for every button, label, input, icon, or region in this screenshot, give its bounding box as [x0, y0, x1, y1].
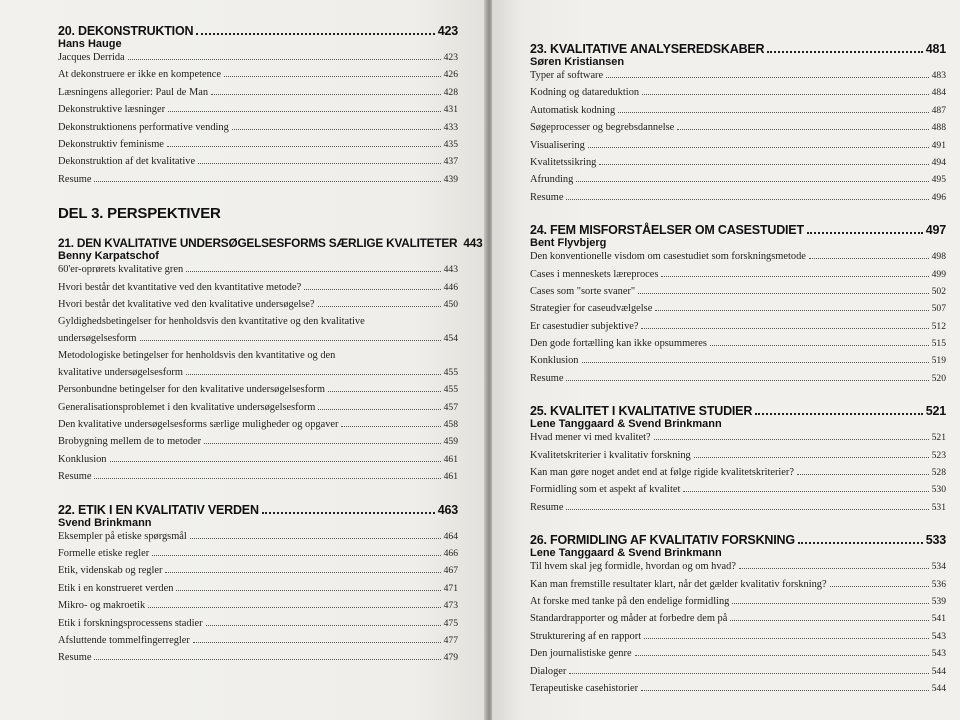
toc-entry	[58, 419, 458, 436]
toc-entry	[530, 157, 946, 174]
part-heading: DEL 3. PERSPEKTIVER	[58, 205, 221, 223]
entry-title: Resume	[530, 501, 564, 513]
entry-page: 461	[443, 453, 458, 465]
dot-leader	[566, 380, 928, 381]
chapter-title: 22. ETIK I EN KVALITATIV VERDEN	[58, 502, 259, 517]
entry-title: Etik i forskningsprocessens stadier	[58, 617, 203, 629]
toc-entry	[58, 104, 458, 121]
toc-entry	[58, 565, 458, 582]
dot-leader	[211, 94, 441, 95]
toc-entry	[530, 373, 946, 390]
toc-entry	[530, 122, 946, 139]
entry-page: 458	[443, 419, 458, 431]
dot-leader	[618, 112, 928, 113]
chapter-23	[530, 42, 946, 209]
entry-page: 439	[443, 173, 458, 185]
entry-page: 536	[931, 578, 946, 590]
dot-leader	[168, 111, 441, 112]
entry-page: 426	[443, 69, 458, 81]
entry-page: 498	[931, 251, 946, 263]
dot-leader	[186, 374, 441, 375]
dot-leader	[767, 51, 922, 53]
entry-title: Kodning og datareduktion	[530, 87, 640, 99]
entry-title: Den konventionelle visdom om casestudiet som forskningsmetode	[530, 251, 806, 263]
entry-page: 479	[443, 652, 458, 664]
dot-leader	[318, 306, 441, 307]
dot-leader	[140, 340, 441, 341]
toc-entry	[530, 269, 946, 286]
dot-leader	[730, 620, 928, 621]
entry-title: Etik, videnskab og regler	[58, 565, 163, 577]
entry-page: 488	[931, 122, 946, 134]
dot-leader	[206, 625, 441, 626]
dot-leader	[198, 163, 441, 164]
dot-leader	[193, 642, 441, 643]
entry-title: Jacques Derrida	[58, 52, 125, 63]
entry-title: Eksempler på etiske spørgsmål	[58, 530, 187, 542]
entry-title: Generalisationsproblemet i den kvalitative undersøgelsesform	[58, 401, 316, 413]
toc-entry	[530, 432, 946, 449]
toc-entry	[58, 122, 458, 139]
dot-leader	[566, 199, 928, 200]
right-page	[492, 0, 960, 720]
chapter-heading	[58, 503, 458, 517]
toc-entry	[58, 264, 458, 281]
entry-page: 475	[443, 617, 458, 629]
entry-page: 446	[443, 281, 458, 293]
entry-title: Dekonstruktionens performative vending	[58, 121, 229, 133]
toc-entry	[58, 384, 458, 401]
entry-page: 459	[443, 436, 458, 448]
toc-entry	[530, 450, 946, 467]
dot-leader	[566, 509, 928, 510]
entry-row	[58, 367, 458, 384]
entry-page: 454	[443, 333, 458, 345]
dot-leader	[710, 345, 929, 346]
dot-leader	[677, 129, 928, 130]
dot-leader	[644, 638, 929, 639]
toc-entry	[58, 402, 458, 419]
entry-title: Strukturering af en rapport	[530, 630, 642, 642]
dot-leader	[328, 391, 441, 392]
entry-title: Terapeutiske casehistorier	[530, 682, 639, 694]
dot-leader	[232, 129, 441, 130]
chapter-20	[58, 24, 458, 191]
dot-leader	[148, 607, 440, 608]
toc-entry	[530, 631, 946, 648]
dot-leader	[606, 77, 928, 78]
toc-entry	[530, 683, 946, 700]
entry-page: 494	[931, 156, 946, 168]
toc-entry	[58, 174, 458, 191]
chapter-22	[58, 503, 458, 670]
chapter-25	[530, 404, 946, 519]
entry-title: Afsluttende tommelfingerregler	[58, 634, 190, 646]
toc-entry	[530, 105, 946, 122]
chapter-title: 21. DEN KVALITATIVE UNDERSØGELSESFORMS SÆRLIGE KVALITETER	[58, 236, 458, 251]
entry-page: 541	[931, 613, 946, 625]
entry-title: Formelle etiske regler	[58, 548, 150, 560]
entry-page: 457	[443, 401, 458, 413]
entry-title-line-2: undersøgelsesform	[58, 333, 137, 345]
toc-entry	[58, 531, 458, 548]
dot-leader	[755, 413, 923, 415]
entry-page: 543	[931, 648, 946, 660]
entry-page: 519	[931, 355, 946, 367]
entry-title: Er casestudier subjektive?	[530, 320, 639, 332]
entry-title: Kvalitetskriterier i kvalitativ forskning	[530, 449, 691, 461]
entry-page: 530	[931, 484, 946, 496]
dot-leader	[654, 439, 929, 440]
toc-entry	[530, 579, 946, 596]
toc-entry	[530, 338, 946, 355]
entry-page: 512	[931, 320, 946, 332]
chapter-page: 481	[925, 42, 946, 56]
toc-entry	[58, 52, 458, 69]
toc-entry	[58, 635, 458, 652]
entry-page: 534	[931, 561, 946, 573]
entry-page: 528	[931, 467, 946, 479]
entry-page: 455	[443, 384, 458, 396]
dot-leader	[807, 232, 923, 234]
toc-entry	[58, 618, 458, 635]
entry-title: Resume	[530, 191, 564, 203]
dot-leader	[341, 426, 440, 427]
entry-page: 544	[931, 665, 946, 677]
entry-page: 464	[443, 530, 458, 542]
dot-leader	[94, 181, 440, 182]
dot-leader	[152, 555, 440, 556]
entry-title: Typer af software	[530, 70, 604, 81]
entry-title: Mikro- og makroetik	[58, 600, 146, 612]
dot-leader	[110, 461, 441, 462]
entry-page: 531	[931, 501, 946, 513]
entry-title: Konklusion	[530, 355, 579, 367]
entry-page: 437	[443, 156, 458, 168]
entry-title: Hvori består det kvalitative ved den kvalitative undersøgelse?	[58, 298, 315, 310]
entry-title: Strategier for caseudvælgelse	[530, 303, 653, 315]
toc-entry	[530, 251, 946, 268]
toc-entry	[58, 600, 458, 617]
dot-leader	[304, 289, 440, 290]
entry-title: Standardrapporter og måder at forbedre dem på	[530, 613, 728, 625]
entry-page: 484	[931, 87, 946, 99]
toc-entry	[58, 454, 458, 471]
entry-page: 521	[931, 432, 946, 444]
entry-page: 495	[931, 174, 946, 186]
dot-leader	[641, 690, 929, 691]
entry-page: 515	[931, 338, 946, 350]
toc-entry	[530, 648, 946, 665]
entry-title: Dekonstruktive læsninger	[58, 104, 166, 116]
toc-entry-multiline	[58, 316, 458, 350]
dot-leader	[732, 603, 928, 604]
toc-entry	[58, 69, 458, 86]
entry-page: 428	[443, 86, 458, 98]
dot-leader	[262, 512, 435, 514]
entry-title: Resume	[58, 173, 92, 185]
entry-row	[58, 333, 458, 350]
entry-page: 520	[931, 372, 946, 384]
chapter-author: Bent Flyvbjerg	[530, 237, 607, 250]
chapter-title: 24. FEM MISFORSTÅELSER OM CASESTUDIET	[530, 223, 804, 238]
dot-leader	[599, 164, 928, 165]
entry-title: Dekonstruktion af det kvalitative	[58, 156, 196, 168]
entry-title: Formidling som et aspekt af kvalitet	[530, 484, 681, 496]
toc-entry	[530, 303, 946, 320]
toc-entry	[530, 140, 946, 157]
dot-leader	[576, 181, 928, 182]
toc-entry	[58, 87, 458, 104]
dot-leader	[190, 538, 441, 539]
entry-title: Resume	[530, 372, 564, 384]
dot-leader	[224, 76, 441, 77]
right-toc-column	[530, 42, 946, 714]
chapter-title: 25. KVALITET I KVALITATIVE STUDIER	[530, 404, 753, 419]
entry-title: Dialoger	[530, 665, 567, 677]
entry-page: 507	[931, 303, 946, 315]
entry-title: Automatisk kodning	[530, 104, 616, 116]
entry-page: 496	[931, 191, 946, 203]
chapter-page: 423	[437, 24, 458, 38]
entry-page: 433	[443, 121, 458, 133]
entry-page: 450	[443, 298, 458, 310]
chapter-title: 23. KVALITATIVE ANALYSEREDSKABER	[530, 42, 765, 56]
dot-leader	[196, 33, 434, 35]
entry-title-line-2: kvalitative undersøgelsesform	[58, 367, 183, 379]
dot-leader	[582, 362, 929, 363]
entry-title-line-1: Gyldighedsbetingelser for henholdsvis den kvantitative og den kvalitative	[58, 316, 365, 328]
entry-title: Personbundne betingelser for den kvalitative undersøgelsesform	[58, 384, 325, 396]
chapter-author: Svend Brinkmann	[58, 516, 152, 529]
entry-title: Brobygning mellem de to metoder	[58, 436, 202, 448]
entry-page: 491	[931, 139, 946, 151]
dot-leader	[809, 258, 929, 259]
chapter-heading	[58, 24, 458, 38]
dot-leader	[318, 409, 440, 410]
toc-entry	[530, 286, 946, 303]
entry-title: Læsningens allegorier: Paul de Man	[58, 86, 209, 98]
dot-leader	[797, 474, 929, 475]
toc-entry-multiline	[58, 350, 458, 384]
entry-title: Hvad mener vi med kvalitet?	[530, 432, 651, 444]
chapter-heading	[530, 42, 946, 56]
chapter-author: Søren Kristiansen	[530, 56, 625, 68]
chapter-heading	[530, 533, 946, 547]
chapter-24	[530, 223, 946, 390]
toc-entry	[530, 355, 946, 372]
chapter-26	[530, 533, 946, 700]
entry-page: 502	[931, 285, 946, 297]
chapter-author: Lene Tanggaard & Svend Brinkmann	[530, 418, 722, 431]
entry-title-line-1: Metodologiske betingelser for henholdsvis den kvantitative og den	[58, 350, 336, 362]
entry-page: 443	[443, 264, 458, 276]
entry-page: 431	[443, 104, 458, 116]
toc-entry	[530, 502, 946, 519]
dot-leader	[739, 568, 929, 569]
dot-leader	[176, 590, 440, 591]
toc-entry	[530, 596, 946, 613]
chapter-page: 521	[925, 404, 946, 419]
entry-title: At forske med tanke på den endelige formidling	[530, 595, 730, 607]
toc-entry	[58, 652, 458, 669]
entry-page: 499	[931, 268, 946, 280]
chapter-page: 533	[925, 533, 946, 548]
entry-title: Afrunding	[530, 174, 574, 186]
entry-page: 423	[443, 52, 458, 63]
entry-page: 539	[931, 595, 946, 607]
chapter-heading	[58, 236, 483, 251]
entry-page: 543	[931, 630, 946, 642]
dot-leader	[165, 572, 440, 573]
toc-entry	[58, 156, 458, 173]
entry-title: Resume	[58, 471, 92, 483]
chapter-heading	[530, 223, 946, 237]
entry-page: 487	[931, 104, 946, 116]
toc-entry	[530, 613, 946, 630]
toc-entry	[530, 666, 946, 683]
chapter-author: Lene Tanggaard & Svend Brinkmann	[530, 547, 722, 560]
chapter-title: 26. FORMIDLING AF KVALITATIV FORSKNING	[530, 533, 795, 548]
chapter-21	[58, 236, 483, 489]
toc-entry	[530, 87, 946, 104]
entry-title: Kan man gøre noget andet end at følge rigide kvalitetskriterier?	[530, 467, 794, 479]
entry-page: 467	[443, 565, 458, 577]
toc-entry	[530, 192, 946, 209]
entry-title: Den journalistiske genre	[530, 648, 632, 660]
dot-leader	[94, 659, 440, 660]
entry-title: Etik i en konstrueret verden	[58, 582, 174, 594]
entry-title: Til hvem skal jeg formidle, hvordan og om hvad?	[530, 561, 736, 573]
toc-entry	[58, 139, 458, 156]
entry-page: 483	[931, 70, 946, 81]
chapter-title: 20. DEKONSTRUKTION	[58, 24, 194, 38]
dot-leader	[641, 328, 928, 329]
chapter-page: 497	[925, 223, 946, 238]
dot-leader	[683, 491, 928, 492]
dot-leader	[204, 443, 440, 444]
dot-leader	[694, 457, 929, 458]
dot-leader	[186, 271, 440, 272]
entry-title: Resume	[58, 652, 92, 664]
entry-title: Konklusion	[58, 453, 107, 465]
toc-entry	[58, 548, 458, 565]
dot-leader	[635, 655, 929, 656]
dot-leader	[588, 147, 929, 148]
entry-page: 466	[443, 548, 458, 560]
dot-leader	[642, 94, 929, 95]
toc-entry	[530, 467, 946, 484]
entry-title: Hvori består det kvantitative ved den kvantitative metode?	[58, 281, 302, 293]
toc-entry	[58, 299, 458, 316]
entry-page: 471	[443, 582, 458, 594]
entry-title: Cases i menneskets læreproces	[530, 268, 659, 280]
entry-title: Kvalitetssikring	[530, 156, 597, 168]
toc-entry	[530, 561, 946, 578]
entry-title: Kan man fremstille resultater klart, når det gælder kvalitativ forskning?	[530, 578, 827, 590]
entry-page: 477	[443, 634, 458, 646]
entry-title: Dekonstruktiv feminisme	[58, 138, 164, 150]
left-toc-column	[58, 24, 483, 684]
entry-page: 461	[443, 471, 458, 483]
toc-entry	[530, 70, 946, 87]
dot-leader	[655, 310, 928, 311]
dot-leader	[798, 542, 923, 544]
entry-page: 473	[443, 600, 458, 612]
dot-leader	[569, 673, 928, 674]
chapter-author: Hans Hauge	[58, 38, 122, 50]
entry-title: Den kvalitative undersøgelsesforms særlige muligheder og opgaver	[58, 419, 339, 431]
toc-entry	[530, 321, 946, 338]
dot-leader	[128, 59, 441, 60]
chapter-heading	[530, 404, 946, 418]
dot-leader	[830, 586, 929, 587]
chapter-author: Benny Karpatschof	[58, 250, 159, 263]
entry-page: 544	[931, 682, 946, 694]
dot-leader	[167, 146, 441, 147]
entry-title: Visualisering	[530, 139, 585, 151]
toc-entry	[58, 436, 458, 453]
entry-page: 455	[443, 367, 458, 379]
entry-title: Cases som "sorte svaner"	[530, 285, 636, 297]
toc-entry	[58, 583, 458, 600]
dot-leader	[661, 276, 928, 277]
entry-title: Den gode fortælling kan ikke opsummeres	[530, 338, 707, 350]
dot-leader	[638, 293, 928, 294]
dot-leader	[94, 478, 440, 479]
chapter-page: 463	[437, 502, 458, 517]
toc-entry	[530, 174, 946, 191]
toc-entry	[58, 282, 458, 299]
toc-entry	[58, 471, 458, 488]
entry-page: 435	[443, 138, 458, 150]
entry-title: 60'er-oprørets kvalitative gren	[58, 264, 184, 276]
toc-entry	[530, 484, 946, 501]
entry-title: Søgeprocesser og begrebsdannelse	[530, 122, 675, 134]
entry-page: 523	[931, 449, 946, 461]
chapter-page: 443	[463, 236, 483, 251]
entry-title: At dekonstruere er ikke en kompetence	[58, 69, 222, 81]
